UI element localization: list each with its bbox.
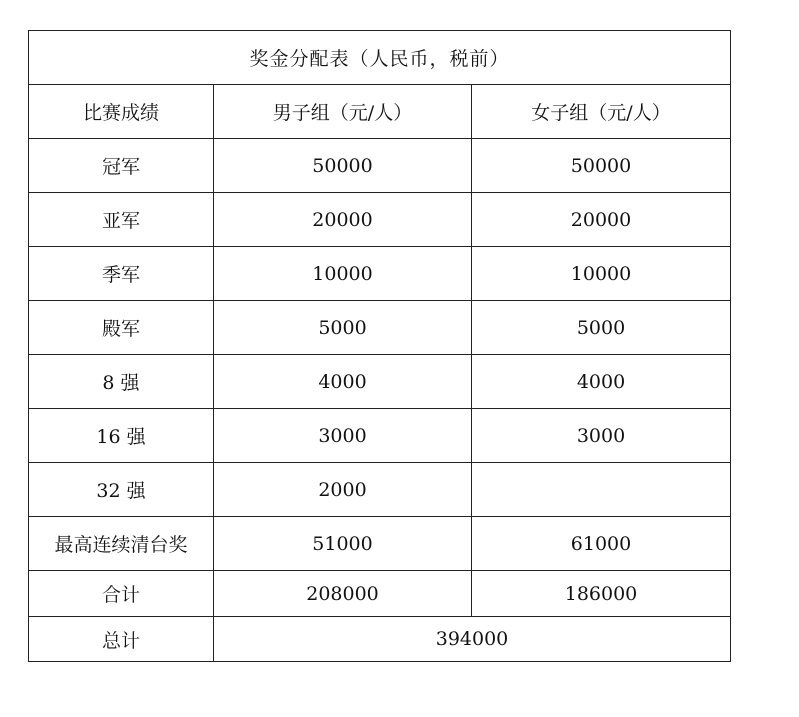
men-prize-cell: 51000 — [214, 517, 472, 571]
rank-cell: 亚军 — [29, 193, 214, 247]
subtotal-men: 208000 — [214, 571, 472, 617]
women-prize-cell — [472, 463, 731, 517]
men-prize-cell: 4000 — [214, 355, 472, 409]
grand-total-label: 总计 — [29, 617, 214, 662]
women-prize-cell: 3000 — [472, 409, 731, 463]
rank-cell: 季军 — [29, 247, 214, 301]
header-rank: 比赛成绩 — [29, 85, 214, 139]
table-row — [29, 139, 731, 193]
women-prize-cell: 20000 — [472, 193, 731, 247]
subtotal-women: 186000 — [472, 571, 731, 617]
table-row — [29, 517, 731, 571]
men-prize-cell: 50000 — [214, 139, 472, 193]
men-prize-cell: 10000 — [214, 247, 472, 301]
rank-cell: 8 强 — [29, 355, 214, 409]
subtotal-label: 合计 — [29, 571, 214, 617]
women-prize-cell: 50000 — [472, 139, 731, 193]
men-prize-cell: 2000 — [214, 463, 472, 517]
table-row — [29, 409, 731, 463]
women-prize-cell: 61000 — [472, 517, 731, 571]
rank-cell: 殿军 — [29, 301, 214, 355]
table-row — [29, 193, 731, 247]
table-title: 奖金分配表（人民币，税前） — [29, 31, 731, 85]
table-row — [29, 463, 731, 517]
grand-total-value: 394000 — [214, 617, 731, 662]
prize-table — [28, 30, 731, 662]
rank-cell: 冠军 — [29, 139, 214, 193]
header-women: 女子组（元/人） — [472, 85, 731, 139]
header-men: 男子组（元/人） — [214, 85, 472, 139]
table-row — [29, 301, 731, 355]
men-prize-cell: 3000 — [214, 409, 472, 463]
table-row — [29, 247, 731, 301]
men-prize-cell: 20000 — [214, 193, 472, 247]
title-row — [29, 31, 731, 85]
women-prize-cell: 5000 — [472, 301, 731, 355]
rank-cell: 32 强 — [29, 463, 214, 517]
grand-total-row — [29, 617, 731, 662]
rank-cell: 16 强 — [29, 409, 214, 463]
table-row — [29, 355, 731, 409]
subtotal-row — [29, 571, 731, 617]
men-prize-cell: 5000 — [214, 301, 472, 355]
women-prize-cell: 4000 — [472, 355, 731, 409]
header-row — [29, 85, 731, 139]
women-prize-cell: 10000 — [472, 247, 731, 301]
rank-cell: 最高连续清台奖 — [29, 517, 214, 571]
